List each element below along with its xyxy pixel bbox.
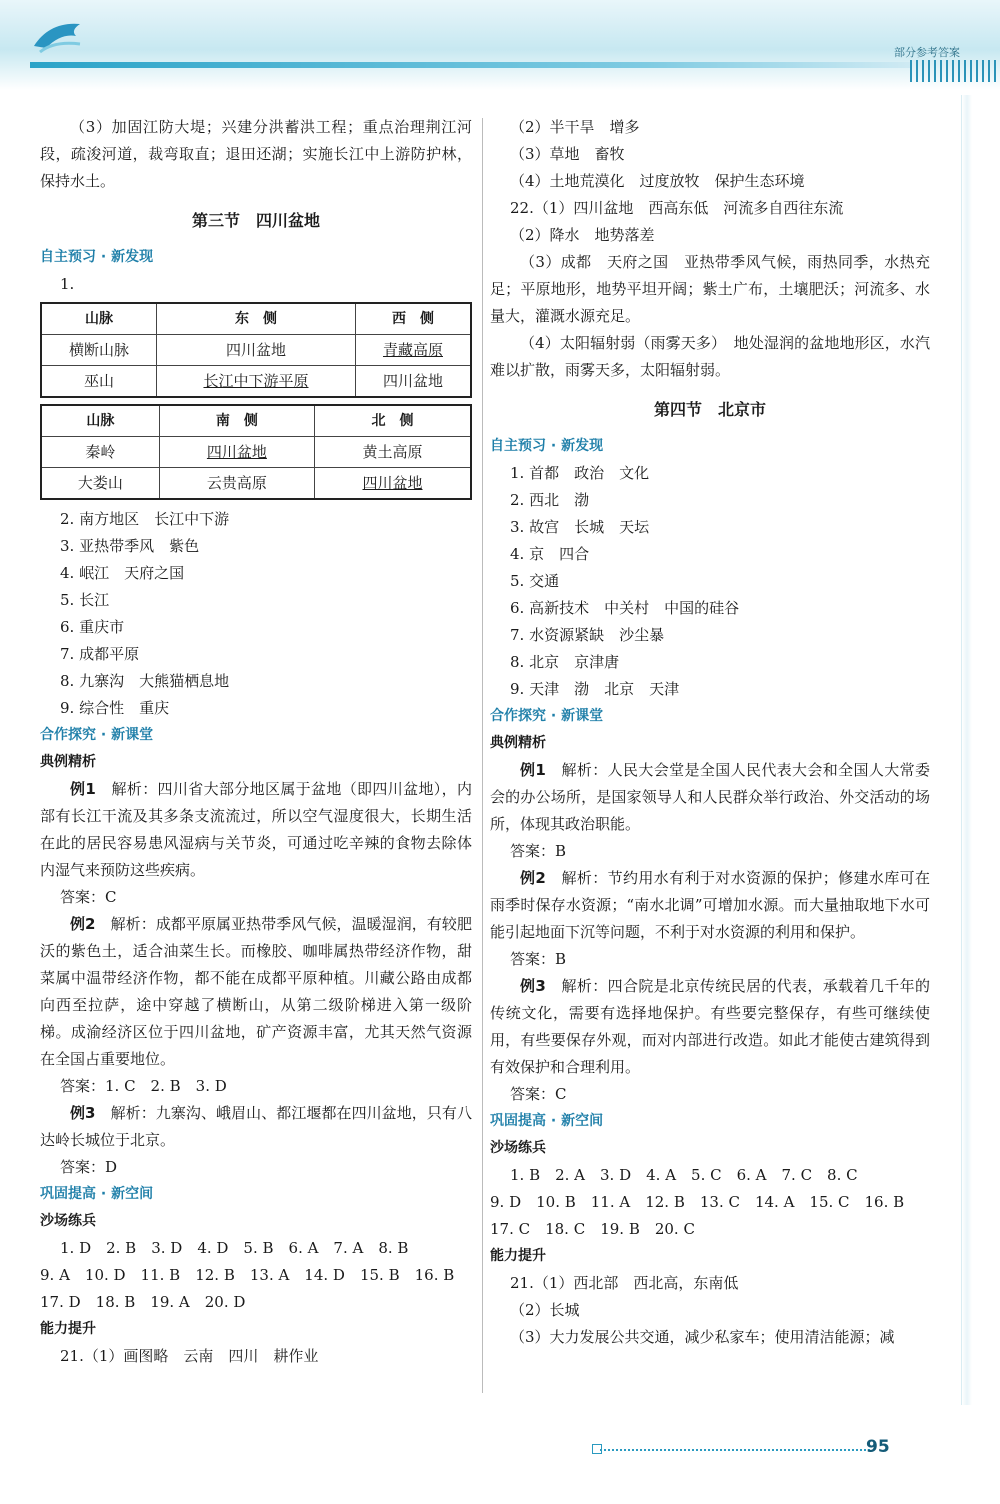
subheading-ability: 能力提升: [490, 1248, 546, 1264]
table-cell: 四川盆地: [159, 437, 314, 468]
example-answer: 答案：C: [60, 888, 117, 906]
table-cell: 云贵高原: [159, 468, 314, 500]
answer-line: 3. 故宫 长城 天坛: [510, 518, 650, 536]
table-cell: 四川盆地: [156, 335, 355, 366]
practice-line: 9. A 10. D 11. B 12. B 13. A 14. D 15. B 16. B: [40, 1266, 455, 1284]
mountain-table-south-north: [40, 404, 472, 500]
page-number: 95: [866, 1437, 890, 1457]
question-1: 1.: [60, 275, 75, 293]
mountain-table-east-west: [40, 302, 472, 398]
table-header: 山脉: [41, 405, 159, 437]
example-answer: 答案：B: [510, 950, 567, 968]
dolphin-logo-icon: [30, 12, 90, 60]
subheading-ability: 能力提升: [40, 1321, 96, 1337]
table-cell: 黄土高原: [315, 437, 471, 468]
answer-line: 4. 岷江 天府之国: [60, 564, 185, 582]
tag-preview: 自主预习 · 新发现: [490, 438, 604, 454]
right-column: [490, 114, 930, 1351]
tag-explore: 合作探究 · 新课堂: [490, 708, 604, 724]
answer-paragraph: （4）太阳辐射弱（雨雾天多） 地处湿润的盆地地形区，水汽难以扩散，雨雾天多，太阳辐射弱。: [490, 334, 930, 379]
answer-line: 22.（1）四川盆地 西高东低 河流多自西往东流: [510, 199, 844, 217]
example-answer: 答案：1. C 2. B 3. D: [60, 1077, 227, 1095]
example-2: [40, 911, 472, 1073]
example-text: 解析：人民大会堂是全国人民代表大会和全国人大常委会的办公场所，是国家领导人和人民群众举行政治、外交活动的场所，体现其政治职能。: [490, 761, 930, 833]
example-text: 解析：四合院是北京传统民居的代表，承载着几千年的传统文化，需要有选择地保护。有些要完整保存，有些可继续使用，有些要保存外观，而对内部进行改造。如此才能使古建筑得到有效保护和合理利用。: [490, 977, 930, 1076]
table-cell: 巫山: [41, 366, 156, 398]
example-text: 解析：成都平原属亚热带季风气候，温暖湿润，有较肥沃的紫色土，适合油菜生长。而橡胶、咖啡属热带经济作物，甜菜属中温带经济作物，都不能在成都平原种植。川藏公路由成都向西至拉萨，途中穿越了横断山，从第二级阶梯进入第一级阶梯。成渝经济区位于四川盆地，矿产资源丰富，尤其天然气资源在全国占重要地位。: [40, 915, 472, 1068]
answer-line: 6. 重庆市: [60, 618, 125, 636]
tag-explore: 合作探究 · 新课堂: [40, 727, 154, 743]
example-text: 解析：四川省大部分地区属于盆地（即四川盆地），内部有长江干流及其多条支流流过，所以空气湿度很大，长期生活在此的居民容易患风湿病与关节炎，可通过吃辛辣的食物去除体内湿气来预防这些疾病。: [40, 780, 472, 879]
table-header: 西 侧: [356, 303, 472, 335]
answer-line: 5. 交通: [510, 572, 560, 590]
example-3: [490, 973, 930, 1081]
practice-line: 17. C 18. C 19. B 20. C: [490, 1220, 695, 1238]
example-text: 解析：节约用水有利于对水资源的保护；修建水库可在雨季时保存水资源；“南水北调”可增加水源。而大量抽取地下水可能引起地面下沉等问题，不利于对水资源的利用和保护。: [490, 869, 930, 941]
answer-line: 2. 南方地区 长江中下游: [60, 510, 230, 528]
practice-line: 1. D 2. B 3. D 4. D 5. B 6. A 7. A 8. B: [60, 1239, 409, 1257]
subheading-practice: 沙场练兵: [490, 1140, 546, 1156]
example-1: [490, 757, 930, 838]
side-decoration: [961, 95, 972, 1405]
intro-paragraph: （3）加固江防大堤；兴建分洪蓄洪工程；重点治理荆江河段，疏浚河道，裁弯取直；退田还湖；实施长江中上游防护林，保持水土。: [40, 118, 472, 190]
answer-line: 9. 天津 渤 北京 天津: [510, 680, 680, 698]
table-header: 北 侧: [315, 405, 471, 437]
table-cell: 大娄山: [41, 468, 159, 500]
column-divider: [482, 118, 483, 1393]
example-answer: 答案：C: [510, 1085, 567, 1103]
answer-line: （2）半干旱 增多: [510, 118, 640, 136]
example-answer: 答案：D: [60, 1158, 118, 1176]
answer-line: （4）土地荒漠化 过度放牧 保护生态环境: [510, 172, 805, 190]
answer-line: 3. 亚热带季风 紫色: [60, 537, 200, 555]
answer-line: 8. 九寨沟 大熊猫栖息地: [60, 672, 230, 690]
table-cell: 秦岭: [41, 437, 159, 468]
header-title: 部分参考答案: [894, 46, 960, 59]
answer-line: 5. 长江: [60, 591, 110, 609]
example-label: 例3: [520, 977, 546, 995]
tag-consolidate: 巩固提高 · 新空间: [40, 1186, 154, 1202]
section-title: 第三节 四川盆地: [191, 211, 320, 230]
table-header: 东 侧: [156, 303, 355, 335]
tag-consolidate: 巩固提高 · 新空间: [490, 1113, 604, 1129]
subheading-practice: 沙场练兵: [40, 1213, 96, 1229]
tag-preview: 自主预习 · 新发现: [40, 249, 154, 265]
table-cell: 四川盆地: [356, 366, 472, 398]
answer-line: 7. 水资源紧缺 沙尘暴: [510, 626, 665, 644]
example-label: 例2: [520, 869, 546, 887]
answer-line: 2. 西北 渤: [510, 491, 590, 509]
footer-dotted-rule: [600, 1449, 870, 1453]
table-cell: 长江中下游平原: [156, 366, 355, 398]
answer-line: 9. 综合性 重庆: [60, 699, 170, 717]
header-band: [0, 0, 1000, 90]
answer-line: （2）降水 地势落差: [510, 226, 655, 244]
practice-line: 17. D 18. B 19. A 20. D: [40, 1293, 246, 1311]
subheading-examples: 典例精析: [490, 735, 546, 751]
question-21-2: （2）长城: [510, 1301, 580, 1319]
question-21-3: （3）大力发展公共交通，减少私家车；使用清洁能源；减: [510, 1328, 895, 1346]
example-label: 例2: [70, 915, 96, 933]
table-cell: 四川盆地: [315, 468, 471, 500]
example-text: 解析：九寨沟、峨眉山、都江堰都在四川盆地，只有八达岭长城位于北京。: [40, 1104, 472, 1149]
practice-line: 9. D 10. B 11. A 12. B 13. C 14. A 15. C 16. B: [490, 1193, 905, 1211]
example-label: 例1: [70, 780, 96, 798]
question-21-1: 21.（1）西北部 西北高，东南低: [510, 1274, 739, 1292]
header-rule: [30, 62, 910, 68]
answer-line: 6. 高新技术 中关村 中国的硅谷: [510, 599, 740, 617]
subheading-examples: 典例精析: [40, 754, 96, 770]
example-answer: 答案：B: [510, 842, 567, 860]
answer-line: 4. 京 四合: [510, 545, 590, 563]
answer-line: （3）草地 畜牧: [510, 145, 625, 163]
example-label: 例3: [70, 1104, 96, 1122]
answer-line: 8. 北京 京津唐: [510, 653, 620, 671]
example-label: 例1: [520, 761, 546, 779]
example-1: [40, 776, 472, 884]
left-column: [40, 114, 472, 1370]
example-2: [490, 865, 930, 946]
table-header: 南 侧: [159, 405, 314, 437]
header-ticks: [910, 60, 1000, 82]
question-21: 21.（1）画图略 云南 四川 耕作业: [60, 1347, 319, 1365]
table-header: 山脉: [41, 303, 156, 335]
table-cell: 横断山脉: [41, 335, 156, 366]
answer-paragraph: （3）成都 天府之国 亚热带季风气候，雨热同季，水热充足；平原地形，地势平坦开阔；紫土广布，土壤肥沃；河流多、水量大，灌溉水源充足。: [490, 253, 930, 325]
practice-line: 1. B 2. A 3. D 4. A 5. C 6. A 7. C 8. C: [510, 1166, 858, 1184]
answer-line: 1. 首都 政治 文化: [510, 464, 650, 482]
table-cell: 青藏高原: [356, 335, 472, 366]
answer-line: 7. 成都平原: [60, 645, 140, 663]
example-3: [40, 1100, 472, 1154]
section-title: 第四节 北京市: [653, 400, 766, 419]
